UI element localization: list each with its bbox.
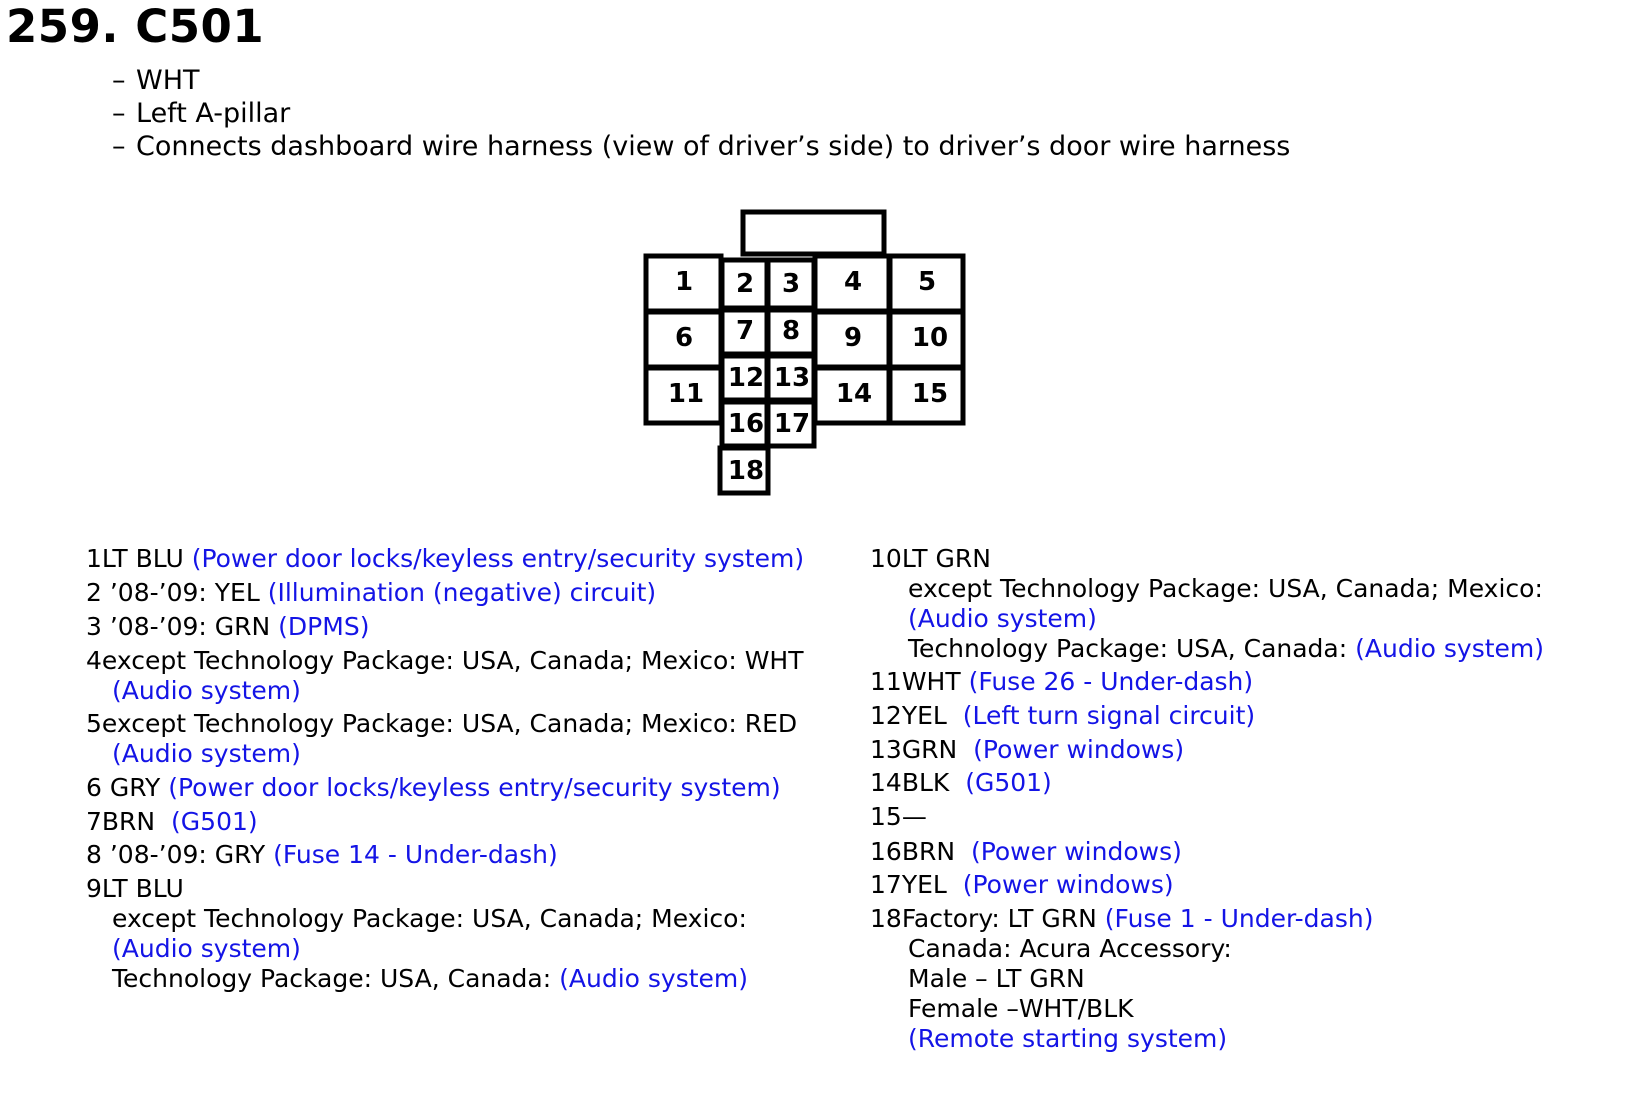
pin-entry-6 bbox=[86, 773, 781, 803]
pin-number: 16 bbox=[870, 837, 902, 866]
circuit-link[interactable]: (Power windows) bbox=[973, 735, 1185, 764]
pin-label: 11 bbox=[667, 379, 705, 409]
circuit-link[interactable]: (Fuse 14 - Under-dash) bbox=[273, 840, 558, 869]
option-text: Canada: Acura Accessory: bbox=[908, 934, 1232, 963]
pin-number: 15 bbox=[870, 802, 902, 831]
pin-entry-18 bbox=[870, 904, 1374, 1054]
info-location: – Left A-pillar bbox=[112, 98, 291, 129]
wire-color: ’08-’09: GRN bbox=[109, 612, 271, 641]
pin-entry-17 bbox=[870, 870, 1174, 900]
pin-entry-14 bbox=[870, 768, 1052, 798]
wire-color: YEL bbox=[901, 701, 947, 730]
circuit-link[interactable]: (G501) bbox=[965, 768, 1052, 797]
pin-number: 18 bbox=[870, 904, 902, 933]
pin-number: 17 bbox=[870, 870, 902, 899]
option-text: Technology Package: USA, Canada: bbox=[908, 634, 1348, 663]
pin-number: 12 bbox=[870, 701, 902, 730]
page-title: 259. C501 bbox=[6, 0, 265, 53]
pin-label: 7 bbox=[735, 316, 755, 346]
option-text: except Technology Package: USA, Canada; Mexico: bbox=[112, 904, 747, 933]
pin-entry-1 bbox=[86, 544, 804, 574]
wire-color: ’08-’09: YEL bbox=[109, 578, 260, 607]
circuit-link[interactable]: (Power windows) bbox=[962, 870, 1174, 899]
circuit-link[interactable]: (Audio system) bbox=[112, 934, 301, 963]
circuit-link[interactable]: (Power door locks/keyless entry/security system) bbox=[168, 773, 781, 802]
circuit-link[interactable]: (Audio system) bbox=[112, 739, 301, 768]
wire-color: BLK bbox=[901, 768, 950, 797]
pin-number: 3 bbox=[86, 612, 102, 641]
wire-color: BRN bbox=[101, 807, 156, 836]
wire-color: — bbox=[901, 802, 927, 831]
circuit-link[interactable]: (Audio system) bbox=[908, 604, 1097, 633]
wire-color: GRN bbox=[901, 735, 958, 764]
circuit-link[interactable]: (Audio system) bbox=[1355, 634, 1545, 663]
wire-color: Factory: LT GRN bbox=[901, 904, 1097, 933]
circuit-link[interactable]: (Illumination (negative) circuit) bbox=[267, 578, 657, 607]
pin-entry-4 bbox=[86, 646, 804, 706]
bullet-dash: – bbox=[112, 131, 126, 162]
pin-entry-13 bbox=[870, 735, 1184, 765]
pin-entry-9 bbox=[86, 874, 748, 994]
pin-label: 12 bbox=[727, 363, 765, 393]
pin-label: 6 bbox=[674, 323, 694, 353]
pin-entry-2 bbox=[86, 578, 656, 608]
pin-number: 13 bbox=[870, 735, 902, 764]
circuit-link[interactable]: (Audio system) bbox=[112, 676, 301, 705]
circuit-link[interactable]: (Power door locks/keyless entry/security system) bbox=[191, 544, 805, 573]
pin-entry-10 bbox=[870, 544, 1544, 664]
pin-label: 3 bbox=[781, 269, 801, 299]
pin-label: 15 bbox=[911, 379, 949, 409]
pin-entry-3 bbox=[86, 612, 369, 642]
bullet-dash: – bbox=[112, 65, 126, 96]
circuit-link[interactable]: (Remote starting system) bbox=[908, 1024, 1228, 1053]
pin-label: 2 bbox=[735, 269, 755, 299]
pin-entry-16 bbox=[870, 837, 1182, 867]
pin-label: 10 bbox=[911, 323, 949, 353]
wire-color: LT BLU bbox=[101, 544, 184, 573]
wire-color: YEL bbox=[901, 870, 947, 899]
pin-number: 1 bbox=[86, 544, 102, 573]
info-color: – WHT bbox=[112, 65, 200, 96]
option-text: except Technology Package: USA, Canada; Mexico: bbox=[908, 574, 1543, 603]
pin-number: 7 bbox=[86, 807, 102, 836]
pin-entry-12 bbox=[870, 701, 1255, 731]
connector-lock-tab bbox=[743, 212, 884, 254]
circuit-link[interactable]: (Left turn signal circuit) bbox=[962, 701, 1256, 730]
wire-color: except Technology Package: USA, Canada; Mexico: RED bbox=[101, 709, 798, 738]
option-text: Female –WHT/BLK bbox=[908, 994, 1134, 1023]
pin-entry-11 bbox=[870, 667, 1253, 697]
circuit-link[interactable]: (DPMS) bbox=[278, 612, 370, 641]
pin-entry-5 bbox=[86, 709, 797, 769]
wire-color: LT GRN bbox=[901, 544, 991, 573]
wire-color: LT BLU bbox=[101, 874, 184, 903]
info-connects: – Connects dashboard wire harness (view of driver’s side) to driver’s door wire harness bbox=[112, 131, 1291, 162]
wire-color: WHT bbox=[901, 667, 961, 696]
pin-label: 4 bbox=[843, 267, 863, 297]
pin-number: 11 bbox=[870, 667, 902, 696]
pin-number: 6 bbox=[86, 773, 102, 802]
pin-number: 14 bbox=[870, 768, 902, 797]
circuit-link[interactable]: (Audio system) bbox=[559, 964, 749, 993]
pin-label: 9 bbox=[843, 323, 863, 353]
circuit-link[interactable]: (G501) bbox=[171, 807, 258, 836]
pin-number: 4 bbox=[86, 646, 102, 675]
pin-entry-8 bbox=[86, 840, 558, 870]
pin-number: 2 bbox=[86, 578, 102, 607]
wire-color: except Technology Package: USA, Canada; Mexico: WHT bbox=[101, 646, 804, 675]
pin-number: 5 bbox=[86, 709, 102, 738]
wire-color: BRN bbox=[901, 837, 956, 866]
wire-color: ’08-’09: GRY bbox=[109, 840, 266, 869]
pin-label: 13 bbox=[773, 363, 811, 393]
pin-number: 9 bbox=[86, 874, 102, 903]
option-text: Male – LT GRN bbox=[908, 964, 1085, 993]
pin-label: 1 bbox=[674, 267, 694, 297]
pin-entry-7 bbox=[86, 807, 258, 837]
pin-label: 18 bbox=[727, 456, 765, 486]
pin-label: 5 bbox=[917, 267, 937, 297]
circuit-link[interactable]: (Fuse 26 - Under-dash) bbox=[968, 667, 1254, 696]
pin-label: 16 bbox=[727, 409, 765, 439]
pin-number: 8 bbox=[86, 840, 102, 869]
pin-label: 17 bbox=[773, 409, 811, 439]
pin-label: 8 bbox=[781, 316, 801, 346]
pin-label: 14 bbox=[835, 379, 873, 409]
pin-entry-15 bbox=[870, 802, 927, 832]
option-text: Technology Package: USA, Canada: bbox=[112, 964, 552, 993]
circuit-link[interactable]: (Power windows) bbox=[970, 837, 1182, 866]
bullet-dash: – bbox=[112, 98, 126, 129]
wire-color: GRY bbox=[109, 773, 161, 802]
circuit-link[interactable]: (Fuse 1 - Under-dash) bbox=[1104, 904, 1374, 933]
pin-number: 10 bbox=[870, 544, 902, 573]
